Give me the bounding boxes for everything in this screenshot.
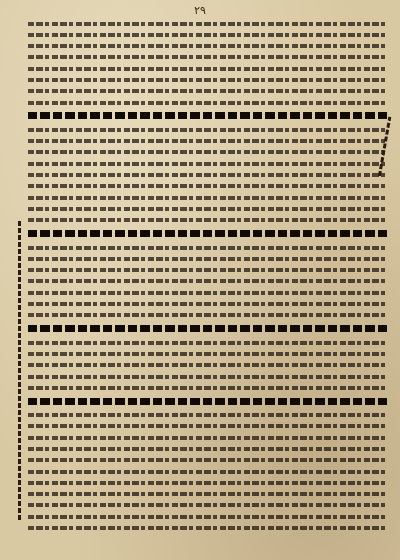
handwriting-ink <box>28 526 388 530</box>
text-line <box>28 421 388 432</box>
text-line <box>28 477 388 488</box>
handwriting-ink <box>28 515 388 519</box>
handwriting-ink <box>28 447 388 451</box>
text-line <box>28 74 388 85</box>
text-line <box>28 337 388 348</box>
text-line <box>28 265 388 276</box>
handwriting-ink <box>28 22 388 26</box>
handwriting-ink <box>28 424 388 428</box>
text-line <box>28 310 388 321</box>
text-line <box>28 192 388 203</box>
text-line <box>28 466 388 477</box>
handwriting-ink <box>28 313 388 317</box>
handwriting-ink <box>28 218 388 222</box>
handwriting-ink <box>28 325 388 332</box>
handwriting-ink <box>28 268 388 272</box>
handwriting-ink <box>28 363 388 367</box>
handwriting-ink <box>28 291 388 295</box>
handwriting-ink <box>28 55 388 59</box>
handwriting-ink <box>28 398 388 405</box>
handwriting-ink <box>28 413 388 417</box>
text-line <box>28 242 388 253</box>
handwriting-ink <box>28 436 388 440</box>
handwriting-ink <box>28 150 388 154</box>
handwriting-ink <box>28 101 388 105</box>
text-line <box>28 432 388 443</box>
handwriting-ink <box>28 112 388 119</box>
handwriting-ink <box>28 458 388 462</box>
handwriting-ink <box>28 341 388 345</box>
text-line <box>28 147 388 158</box>
text-line <box>28 52 388 63</box>
handwriting-ink <box>28 492 388 496</box>
page-number: ٢٩ <box>194 4 206 17</box>
handwriting-ink <box>28 139 388 143</box>
handwriting-ink <box>28 128 388 132</box>
handwriting-ink <box>28 207 388 211</box>
text-line <box>28 86 388 97</box>
text-line <box>28 276 388 287</box>
text-line <box>28 181 388 192</box>
handwriting-ink <box>28 173 388 177</box>
text-line <box>28 371 388 382</box>
text-line <box>28 215 388 226</box>
text-line <box>28 410 388 421</box>
text-line <box>28 253 388 264</box>
handwriting-ink <box>28 67 388 71</box>
handwriting-ink <box>28 44 388 48</box>
text-line <box>28 29 388 40</box>
section-heading <box>28 394 388 410</box>
handwriting-ink <box>28 196 388 200</box>
handwriting-ink <box>28 386 388 390</box>
text-line <box>28 158 388 169</box>
text-line <box>28 124 388 135</box>
handwriting-ink <box>28 352 388 356</box>
text-line <box>28 455 388 466</box>
handwriting-ink <box>28 184 388 188</box>
text-line <box>28 382 388 393</box>
text-line <box>28 203 388 214</box>
handwriting-ink <box>28 470 388 474</box>
left-margin-ink <box>18 220 21 520</box>
section-heading <box>28 321 388 337</box>
handwriting-ink <box>28 257 388 261</box>
handwriting-ink <box>28 503 388 507</box>
section-heading <box>28 108 388 124</box>
left-margin-note <box>14 220 23 520</box>
text-line <box>28 523 388 534</box>
text-line <box>28 299 388 310</box>
text-line <box>28 287 388 298</box>
handwriting-ink <box>28 162 388 166</box>
text-line <box>28 511 388 522</box>
handwriting-ink <box>28 89 388 93</box>
text-line <box>28 360 388 371</box>
text-line <box>28 63 388 74</box>
text-line <box>28 136 388 147</box>
text-line <box>28 97 388 108</box>
handwriting-ink <box>28 302 388 306</box>
handwriting-ink <box>28 33 388 37</box>
handwriting-ink <box>28 230 388 237</box>
text-line <box>28 489 388 500</box>
handwriting-ink <box>28 375 388 379</box>
handwriting-ink <box>28 78 388 82</box>
text-line <box>28 444 388 455</box>
manuscript-body <box>28 18 388 554</box>
handwriting-ink <box>28 246 388 250</box>
handwriting-ink <box>28 481 388 485</box>
text-line <box>28 348 388 359</box>
text-line <box>28 500 388 511</box>
section-heading <box>28 226 388 242</box>
text-line <box>28 170 388 181</box>
text-line <box>28 18 388 29</box>
text-line <box>28 41 388 52</box>
handwriting-ink <box>28 279 388 283</box>
